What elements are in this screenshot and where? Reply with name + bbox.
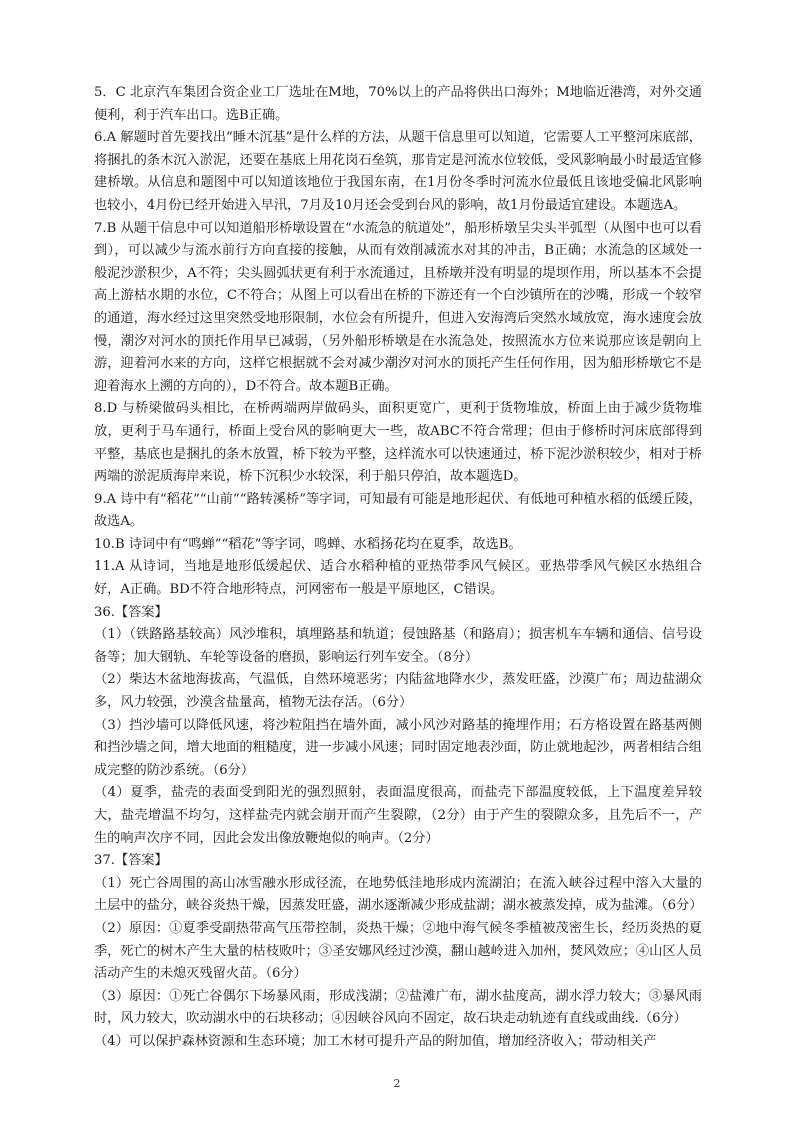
answer-q10: 10.B 诗词中有“鸣蝉”“稻花”等字词，鸣蝉、水稻扬花均在夏季，故选B。 bbox=[94, 536, 522, 552]
answer-37-part2: （2）原因：①夏季受副热带高气压带控制，炎热干燥；②地中海气候冬季植被茂密生长，经历炎热的夏季，死亡的树木产生大量的枯枝败叶；③圣安娜风经过沙漠，翻山越岭进入加州，焚风效应；④山区人员活动产生的未熄灭残留火苗。（6分） bbox=[94, 920, 702, 982]
answer-36-part4: （4）夏季，盐壳的表面受到阳光的强烈照射，表面温度很高，而盐壳下部温度较低，上下温度差异较大，盐壳增温不均匀，这样盐壳内就会崩开而产生裂隙，（2分）由于产生的裂隙众多，且先后不一，产生的响声次序不同，因此会发出像放鞭炮似的响声。（2分） bbox=[94, 785, 702, 846]
section-heading-36: 36.【答案】 bbox=[94, 604, 168, 620]
section-heading-37: 37.【答案】 bbox=[94, 853, 168, 869]
answer-37-part3: （3）原因：①死亡谷偶尔下场暴风雨，形成浅湖；②盐滩广布，湖水盐度高，湖水浮力较大；③暴风雨时，风力较大，吹动湖水中的石块移动；④因峡谷风向不固定，故石块走动轨迹有直线或曲线.（6分） bbox=[94, 988, 702, 1027]
answer-36-part3: （3）挡沙墙可以降低风速，将沙粒阻挡在墙外面，减小风沙对路基的掩埋作用；石方格设置在路基两侧和挡沙墙之间，增大地面的粗糙度，进一步减小风速；同时固定地表沙面，防止就地起沙，两者相结合组成完整的防沙系统。（6分） bbox=[94, 717, 702, 778]
answer-content bbox=[94, 82, 702, 1054]
answer-q6: 6.A 解题时首先要找出“睡木沉基”是什么样的方法，从题干信息里可以知道，它需要人工平整河床底部，将捆扎的条木沉入淤泥，还要在基底上用花岗石垒筑，那肯定是河流水位较低，受风影响最小时最适宜修建桥墩。从信息和题图中可以知道该地位于我国东南，在1月份冬季时河流水位最低且该地受偏北风影响也较小，4月份已经开始进入早汛，7月及10月还会受到台风的影响，故1月份最适宜建设。本题选A。 bbox=[94, 130, 702, 213]
answer-36-part2: （2）柴达木盆地海拔高，气温低，自然环境恶劣；内陆盆地降水少，蒸发旺盛，沙漠广布；周边盐湖众多，风力较强，沙漠含盐量高，植物无法存活。（6分） bbox=[94, 672, 702, 711]
answer-37-part1: （1）死亡谷周围的高山冰雪融水形成径流，在地势低洼地形成内流湖泊；在流入峡谷过程中溶入大量的土层中的盐分，峡谷炎热干燥，因蒸发旺盛，湖水逐渐减少形成盐湖；湖水被蒸发掉，成为盐滩。（6分） bbox=[94, 875, 703, 914]
answer-q7: 7.B 从题干信息中可以知道船形桥墩设置在“水流急的航道处”，船形桥墩呈尖头半弧型（从图中也可以看到），可以减少与流水前行方向直接的接触，从而有效削减流水对其的冲击，B正确；水流急的区域处一般泥沙淤积少，A不符；尖头圆弧状更有利于水流通过，且桥墩并没有明显的堤坝作用，所以基本不会提高上游枯水期的水位，C不符合；从图上可以看出在桥的下游还有一个白沙镇所在的沙嘴，形成一个较窄的通道，海水经过这里突然受地形限制，水位会有所提升，但进入安海湾后突然水域放宽，海水速度会放慢，潮汐对河水的顶托作用早已减弱，（另外船形桥墩是在水流急处，按照流水方位来说那应该是朝向上游，迎着河水来的方向，这样它根据就不会对减少潮汐对河水的顶托产生任何作用，因为船形桥墩它不是迎着海水上溯的方向的），D不符合。故本题B正确。 bbox=[94, 220, 702, 394]
answer-37-part4: （4）可以保护森林资源和生态环境；加工木材可提升产品的附加值，增加经济收入；带动相关产 bbox=[94, 1033, 657, 1049]
answer-q9: 9.A 诗中有“稻花”“山前”“路转溪桥”等字词，可知最有可能是地形起伏、有低地可种植水稻的低缓丘陵，故选A。 bbox=[94, 491, 702, 530]
answer-q5: 5．C 北京汽车集团合资企业工厂选址在M地，70%以上的产品将供出口海外；M地临近港湾，对外交通便利，利于汽车出口。选B正确。 bbox=[94, 85, 702, 123]
page-number: 2 bbox=[393, 1077, 401, 1090]
answer-36-part1: （1）（铁路路基较高）风沙堆积，填埋路基和轨道；侵蚀路基（和路肩）；损害机车车辆和通信、信号设备等；加大钢轨、车轮等设备的磨损，影响运行列车安全。（8分） bbox=[94, 627, 702, 665]
answer-q11: 11.A 从诗词，当地是地形低缓起伏、适合水稻种植的亚热带季风气候区。亚热带季风气候区水热组合好，A正确。BD不符合地形特点，河网密布一般是平原地区，C错误。 bbox=[94, 559, 702, 598]
answer-q8: 8.D 与桥梁做码头相比，在桥两端两岸做码头，面积更宽广，更利于货物堆放，桥面上由于减少货物堆放，更利于马车通行，桥面上受台风的影响更大一些，故ABC不符合常理；但由于修桥时河床底部得到平整，基底也是捆扎的条木放置，桥下较为平整，这样流水可以快速通过，桥下泥沙淤积较少，相对于桥两端的淤泥质海岸来说，桥下沉积少水较深，利于船只停泊，故本题选D。 bbox=[94, 401, 702, 485]
